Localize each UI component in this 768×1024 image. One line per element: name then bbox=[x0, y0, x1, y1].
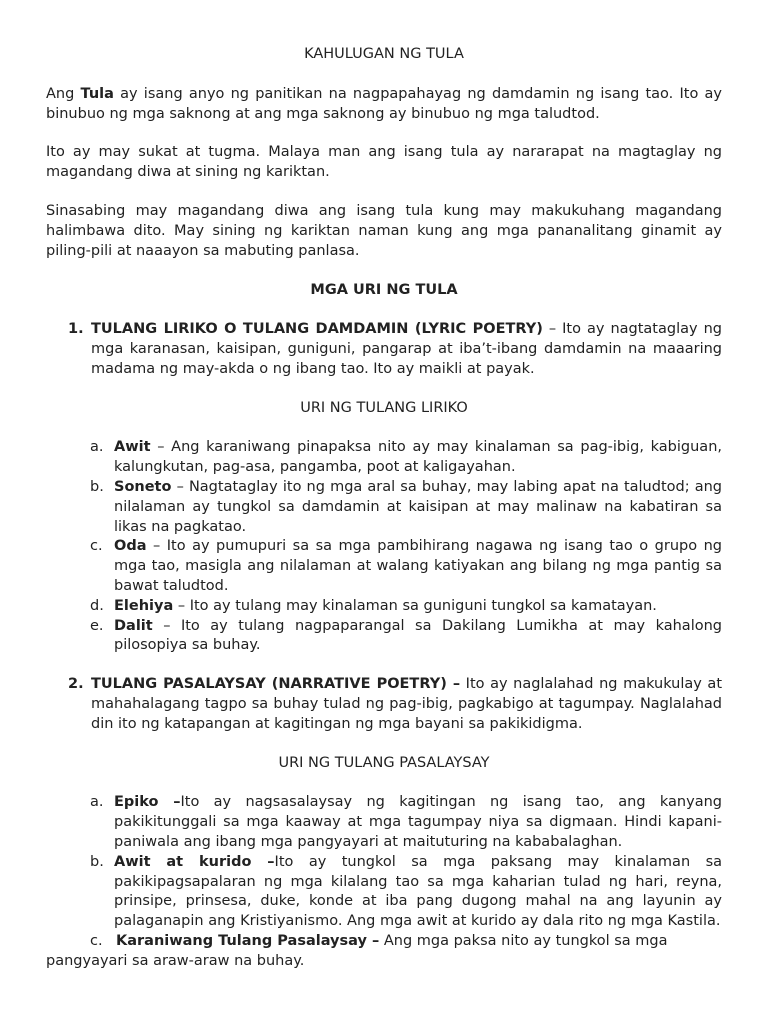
list-item bbox=[46, 597, 722, 617]
item-name: Epiko – bbox=[114, 794, 181, 811]
intro-paragraph-1 bbox=[46, 85, 722, 125]
list-number: 2. bbox=[68, 676, 84, 693]
intro-paragraph-3: Sinasabing may magandang diwa ang isang tula kung may makukuhang magandang halimbawa dito. May sining ng kariktan naman kung ang mga pananalitang ginamit ay piling-pili at naaayon sa mabuting panlasa. bbox=[46, 202, 722, 259]
poetry-type-name: TULANG LIRIKO O TULANG DAMDAMIN (LYRIC POETRY) bbox=[91, 321, 543, 338]
section-title: MGA URI NG TULA bbox=[310, 282, 458, 299]
poetry-type-desc: Ito ay naglalahad ng makukulay at mahahalagang tagpo sa buhay tulad ng pag-ibig, pagkabigo at tagumpay. Naglalahad din ito ng katapangan at kagitingan ng mga bayani sa pakikidigma. bbox=[91, 676, 722, 732]
item-name: Oda bbox=[114, 538, 147, 555]
list-item bbox=[46, 537, 722, 596]
list-marker: d. bbox=[90, 597, 104, 614]
list-marker: c. bbox=[90, 538, 103, 555]
list-item bbox=[46, 853, 722, 932]
poetry-type-desc: – Ito ay nagtataglay ng mga karanasan, kaisipan, guniguni, pangarap at iba’t-ibang damdamin na maaaring madama ng may-akda o ng ibang tao. Ito ay maikli at payak. bbox=[91, 321, 722, 377]
item-desc: Ito ay nagsasalaysay ng kagitingan ng isang tao, ang kanyang pakikitunggali sa mga kaaway at mga tagumpay niya sa digmaan. Hindi kapani-paniwala ang ibang mga pangyayari at maituturing na kababalaghan. bbox=[114, 794, 722, 850]
list-item bbox=[46, 793, 722, 852]
item-desc: Ang mga paksa nito ay tungkol sa mga pangyayari sa araw-araw na buhay. bbox=[46, 932, 668, 969]
intro-p1-lead: Ang bbox=[46, 85, 81, 102]
list-marker: a. bbox=[90, 439, 104, 456]
item-name: Soneto bbox=[114, 478, 172, 495]
item-desc: – Ito ay pumupuri sa sa mga pambihirang nagawa ng isang tao o grupo ng mga tao, masigla ang nilalaman at walang katiyakan ang bilang ng mga pantig sa bawat taludtod. bbox=[114, 538, 722, 594]
liriko-list bbox=[46, 438, 722, 656]
list-marker: e. bbox=[90, 617, 104, 634]
intro-p1-text: ay isang anyo ng panitikan na nagpapahayag ng damdamin ng isang tao. Ito ay binubuo ng mga saknong at ang mga saknong ay binubuo ng mga taludtod. bbox=[46, 85, 722, 122]
item-desc: – Nagtataglay ito ng mga aral sa buhay, may labing apat na taludtod; ang nilalaman ay tungkol sa damdamin at kaisipan at may malinaw na kabatiran sa likas na pagkatao. bbox=[114, 478, 722, 535]
subsection-title-pasalaysay: URI NG TULANG PASALAYSAY bbox=[278, 754, 490, 771]
subsection-title-liriko: URI NG TULANG LIRIKO bbox=[300, 399, 468, 416]
poetry-type-name: TULANG PASALAYSAY (NARRATIVE POETRY) – bbox=[91, 676, 461, 693]
list-marker: a. bbox=[90, 794, 104, 811]
list-item-c-pasalaysay bbox=[46, 932, 722, 972]
item-name: Karaniwang Tulang Pasalaysay – bbox=[116, 932, 380, 949]
list-item bbox=[46, 438, 722, 478]
intro-paragraph-2: Ito ay may sukat at tugma. Malaya man ang isang tula ay nararapat na magtaglay ng magandang diwa at sining ng kariktan. bbox=[46, 144, 722, 181]
list-marker: b. bbox=[90, 853, 104, 870]
list-number: 1. bbox=[68, 321, 84, 338]
item-name: Awit bbox=[114, 439, 151, 456]
item-desc: – Ito ay tulang may kinalaman sa guniguni tungkol sa kamatayan. bbox=[173, 597, 657, 614]
item-desc: – Ang karaniwang pinapaksa nito ay may kinalaman sa pag-ibig, kabiguan, kalungkutan, pag-asa, pangamba, poot at kaligayahan. bbox=[114, 439, 722, 476]
list-marker: c. bbox=[90, 932, 103, 949]
pasalaysay-list bbox=[46, 793, 722, 932]
item-desc: – Ito ay tulang nagpaparangal sa Dakilang Lumikha at may kahalong pilosopiya sa buhay. bbox=[114, 617, 722, 654]
poetry-type-1 bbox=[46, 320, 722, 379]
intro-p1-term: Tula bbox=[80, 85, 114, 102]
spacer bbox=[46, 656, 722, 675]
list-item bbox=[46, 478, 722, 537]
list-item bbox=[46, 617, 722, 657]
poetry-type-2 bbox=[46, 675, 722, 734]
document-title: KAHULUGAN NG TULA bbox=[304, 46, 464, 62]
item-name: Elehiya bbox=[114, 597, 174, 614]
item-name: Awit at kurido – bbox=[114, 853, 275, 870]
item-desc: Ito ay tungkol sa mga paksang may kinalaman sa pakikipagsapalaran ng mga kilalang tao sa mga kaharian tulad ng hari, reyna, prinsipe, prinsesa, duke, konde at iba pang dugong mahal na ang layunin ay palaganapin ang Kristiyanismo. Ang mga awit at kurido ay dala rito ng mga Kastila. bbox=[114, 853, 723, 930]
list-marker: b. bbox=[90, 478, 104, 495]
item-name: Dalit bbox=[114, 617, 153, 634]
